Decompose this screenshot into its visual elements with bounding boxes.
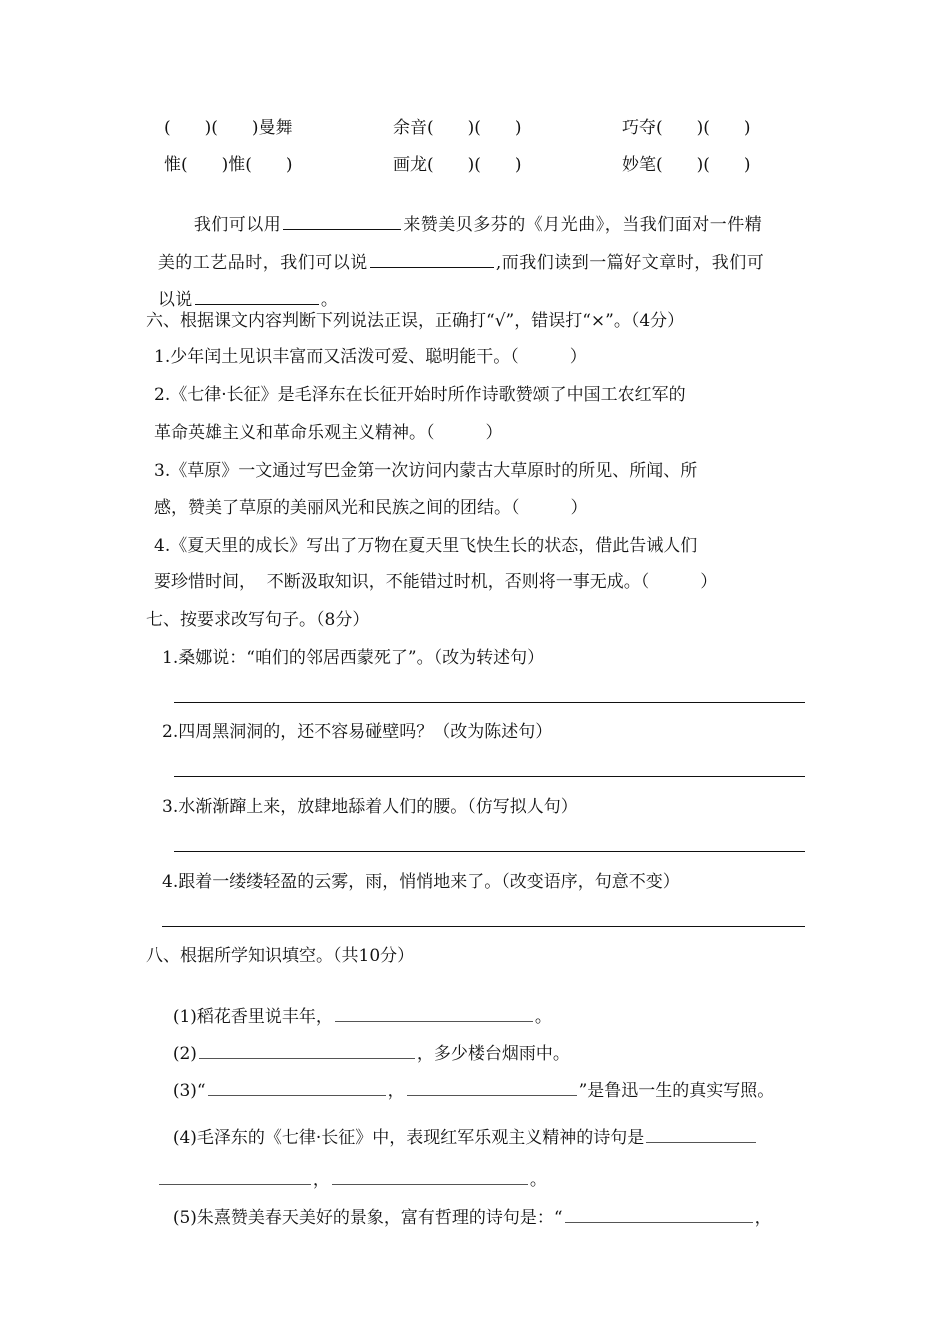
answer-blank[interactable] bbox=[199, 1042, 415, 1059]
idiom-2: 余音( )( ) bbox=[393, 118, 522, 138]
idiom-4: 惟( )惟( ) bbox=[164, 155, 293, 175]
praise-line-1: 我们可以用 来赞美贝多芬的《月光曲》，当我们面对一件精 bbox=[193, 215, 763, 235]
idiom-1: ( )( )曼舞 bbox=[164, 118, 293, 138]
s7-item-4: 4.跟着一缕缕轻盈的云雾，雨，悄悄地来了。（改变语序，句意不变） bbox=[162, 872, 680, 892]
answer-blank[interactable] bbox=[646, 1126, 756, 1143]
answer-blank[interactable] bbox=[208, 1079, 386, 1096]
answer-line[interactable] bbox=[174, 851, 805, 852]
answer-blank[interactable] bbox=[283, 213, 401, 230]
s6-item-4: 4.《夏天里的成长》写出了万物在夏天里飞快生长的状态，借此告诫人们 bbox=[154, 536, 698, 556]
s6-item-3-cont: 感，赞美了草原的美丽风光和民族之间的团结。（ ） bbox=[154, 498, 588, 518]
s6-item-4-cont: 要珍惜时间， 不断汲取知识，不能错过时机，否则将一事无成。（ ） bbox=[154, 572, 718, 592]
answer-line[interactable] bbox=[174, 702, 805, 703]
s8-q5: (5)朱熹赞美春天美好的景象，富有哲理的诗句是：“ ， bbox=[172, 1208, 772, 1228]
idiom-3: 巧夺( )( ) bbox=[622, 118, 751, 138]
s7-item-1: 1.桑娜说：“咱们的邻居西蒙死了”。（改为转述句） bbox=[162, 648, 545, 668]
s6-item-2-cont: 革命英雄主义和革命乐观主义精神。（ ） bbox=[154, 423, 503, 443]
answer-line[interactable] bbox=[162, 926, 805, 927]
answer-blank[interactable] bbox=[335, 1005, 533, 1022]
s7-item-3: 3.水渐渐蹿上来，放肆地舔着人们的腰。（仿写拟人句） bbox=[162, 797, 578, 817]
answer-blank[interactable] bbox=[407, 1079, 577, 1096]
praise-line-3: 以说 。 bbox=[157, 290, 339, 310]
answer-blank[interactable] bbox=[332, 1168, 528, 1185]
answer-blank[interactable] bbox=[370, 251, 494, 268]
s8-q1: (1)稻花香里说丰年， 。 bbox=[172, 1007, 552, 1027]
answer-line[interactable] bbox=[174, 776, 805, 777]
section-8-heading: 八、根据所学知识填空。（共10分） bbox=[146, 946, 415, 966]
section-6-heading: 六、根据课文内容判断下列说法正误，正确打“√”，错误打“×”。（4分） bbox=[146, 311, 685, 331]
s6-item-1: 1.少年闰土见识丰富而又活泼可爱、聪明能干。（ ） bbox=[154, 347, 587, 367]
s6-item-3: 3.《草原》一文通过写巴金第一次访问内蒙古大草原时的所见、所闻、所 bbox=[154, 461, 698, 481]
s7-item-2: 2.四周黑洞洞的，还不容易碰壁吗？（改为陈述句） bbox=[162, 722, 553, 742]
s6-item-2: 2.《七律·长征》是毛泽东在长征开始时所作诗歌赞颂了中国工农红军的 bbox=[154, 385, 686, 405]
s8-q2: (2) ，多少楼台烟雨中。 bbox=[172, 1044, 570, 1064]
answer-blank[interactable] bbox=[159, 1168, 311, 1185]
answer-blank[interactable] bbox=[195, 288, 319, 305]
idiom-5: 画龙( )( ) bbox=[393, 155, 522, 175]
s8-q4-cont: ， 。 bbox=[146, 1148, 547, 1190]
section-7-heading: 七、按要求改写句子。（8分） bbox=[146, 610, 370, 630]
s8-q4: (4)毛泽东的《七律·长征》中，表现红军乐观主义精神的诗句是 bbox=[162, 1106, 758, 1148]
idiom-6: 妙笔( )( ) bbox=[622, 155, 751, 175]
answer-blank[interactable] bbox=[565, 1206, 753, 1223]
praise-line-2: 美的工艺品时，我们可以说 ,而我们读到一篇好文章时，我们可 bbox=[157, 253, 765, 273]
s8-q3: (3)“ ， ”是鲁迅一生的真实写照。 bbox=[172, 1081, 775, 1101]
